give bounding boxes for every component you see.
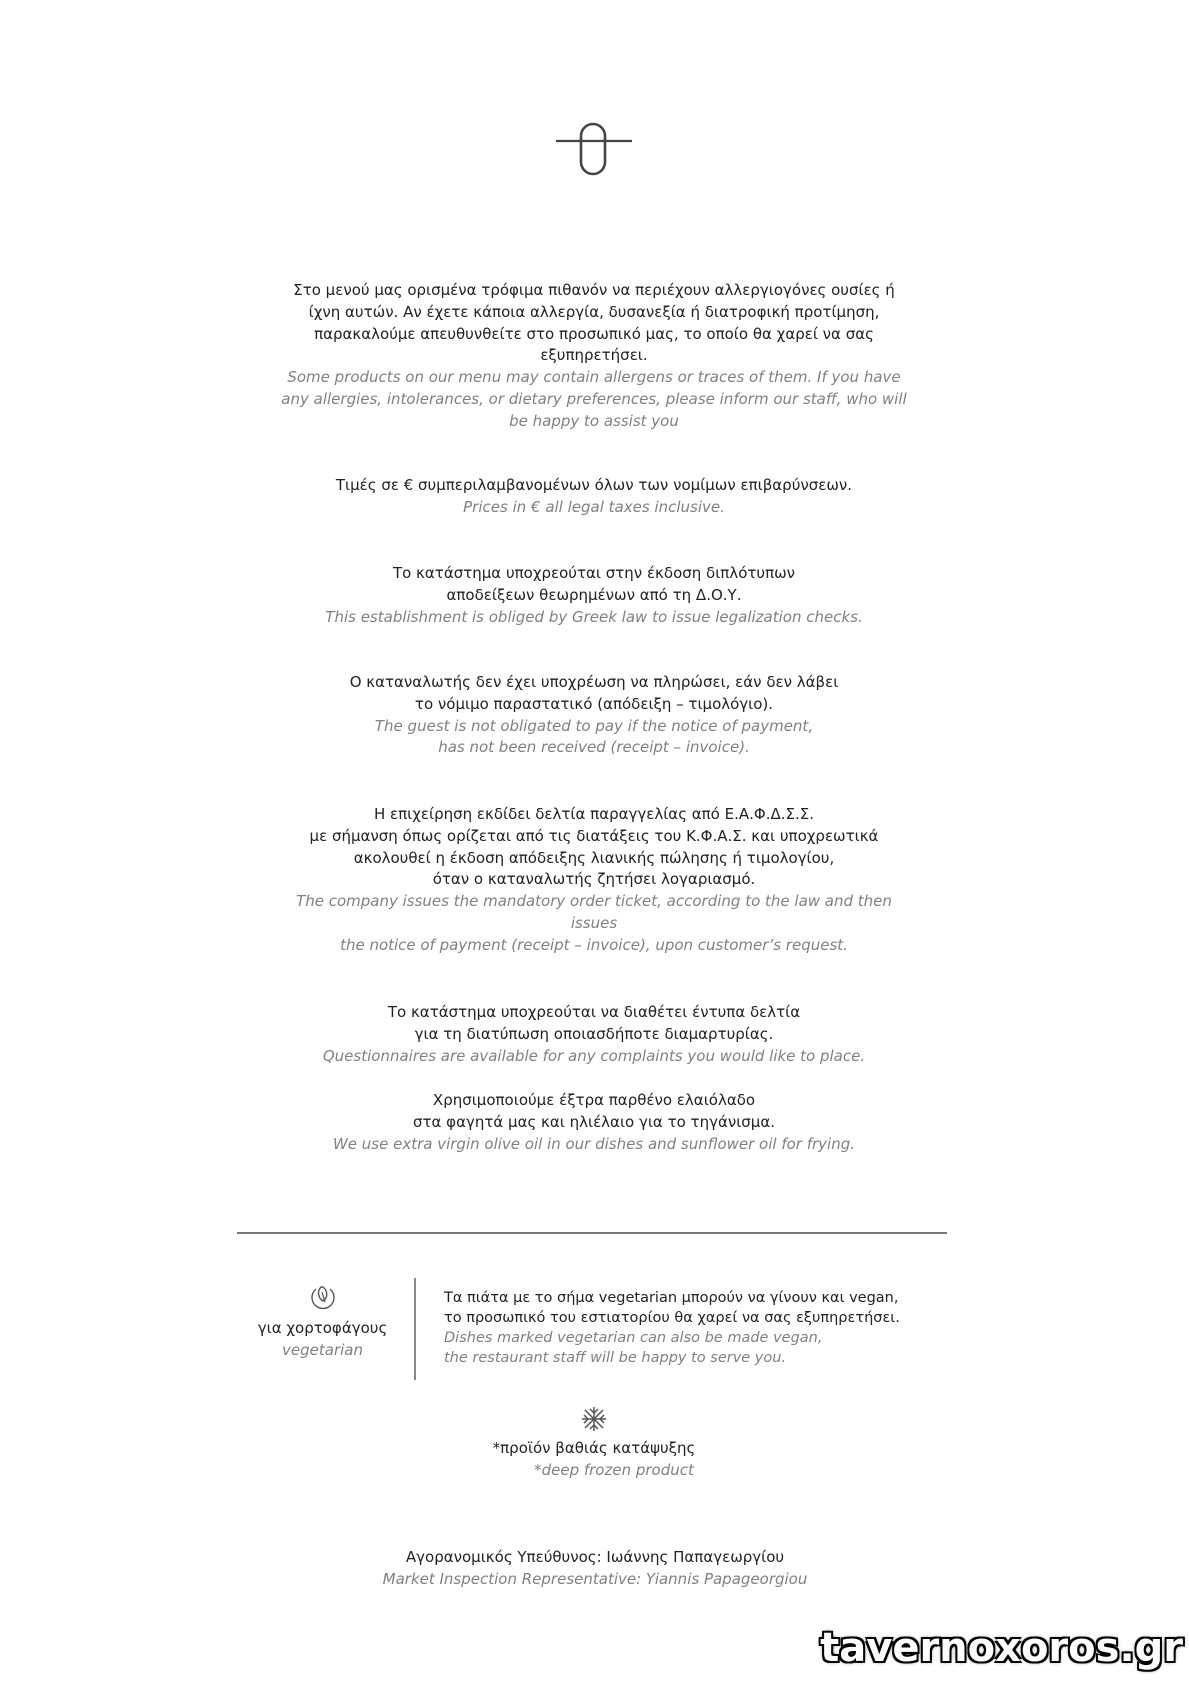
- vegetarian-description: [444, 1288, 944, 1368]
- order-ticket-english-line: The company issues the mandatory order ticket, according to the law and then issues: [296, 892, 892, 932]
- snowflake-icon: [580, 1405, 608, 1433]
- oil-notice-english: We use extra virgin olive oil in our dishes and sunflower oil for frying.: [332, 1134, 856, 1153]
- vegetarian-text-greek-line: το προσωπικό του εστιατορίου θα χαρεί να σας εξυπηρετήσει.: [444, 1310, 900, 1326]
- order-ticket-greek-line: Η επιχείρηση εκδίδει δελτία παραγγελίας από Ε.Α.Φ.Δ.Σ.Σ.: [373, 805, 814, 823]
- prices-notice: [234, 475, 954, 519]
- vegetarian-text-english-line: Dishes marked vegetarian can also be made vegan,: [444, 1330, 823, 1346]
- receipts-notice: [234, 563, 954, 628]
- vegetarian-text-english-line: the restaurant staff will be happy to serve you.: [444, 1350, 787, 1366]
- oil-notice-greek-line: Χρησιμοποιούμε έξτρα παρθένο ελαιόλαδο: [432, 1091, 756, 1109]
- vegetarian-text-greek-line: Τα πιάτα με το σήμα vegetarian μπορούν να γίνουν και vegan,: [444, 1290, 899, 1306]
- oil-notice: [234, 1090, 954, 1155]
- order-ticket-greek-line: όταν ο καταναλωτής ζητήσει λογαριασμό.: [432, 870, 756, 889]
- watermark: tavernoxoros.gr: [820, 1625, 1183, 1671]
- vegetarian-legend: [240, 1283, 405, 1361]
- frozen-label-english: *deep frozen product: [534, 1461, 694, 1479]
- allergen-notice: [234, 280, 954, 433]
- order-ticket-notice: [234, 804, 954, 957]
- receipts-notice-english: This establishment is obliged by Greek law to issue legalization checks.: [325, 607, 863, 626]
- complaints-notice: [234, 1002, 954, 1067]
- market-inspector: [300, 1546, 890, 1590]
- payment-notice-greek-line: το νόμιμο παραστατικό (απόδειξη – τιμολόγιο).: [414, 694, 774, 713]
- allergen-notice-greek: Στο μενού μας ορισμένα τρόφιμα πιθανόν να περιέχουν αλλεργιογόνες ουσίες ή ίχνη αυτών. Αν έχετε κάποια αλλεργία, δυσανεξία ή διατροφική προτίμηση, παρακαλούμε απευθυνθείτε στο προσωπικό μας, το οποίο θα χαρεί να σας εξυπηρετήσει.: [293, 281, 895, 365]
- order-ticket-greek-line: ακολουθεί η έκδοση απόδειξης λιανικής πώλησης ή τιμολογίου,: [353, 848, 835, 867]
- theta-logo-icon: [554, 122, 634, 176]
- receipts-notice-greek-line: Το κατάστημα υποχρεούται στην έκδοση διπλότυπων: [392, 564, 796, 582]
- complaints-notice-english: Questionnaires are available for any complaints you would like to place.: [322, 1046, 866, 1065]
- receipts-notice-greek-line: αποδείξεων θεωρημένων από τη Δ.Ο.Υ.: [446, 585, 742, 604]
- order-ticket-greek-line: με σήμανση όπως ορίζεται από τις διατάξεις του Κ.Φ.Α.Σ. και υποχρεωτικά: [309, 826, 879, 845]
- payment-notice-english-line: The guest is not obligated to pay if the notice of payment,: [374, 716, 814, 735]
- payment-notice-greek-line: Ο καταναλωτής δεν έχει υποχρέωση να πληρώσει, εάν δεν λάβει: [349, 673, 839, 691]
- prices-notice-english: Prices in € all legal taxes inclusive.: [463, 497, 725, 516]
- prices-notice-greek: Τιμές σε € συμπεριλαμβανομένων όλων των νομίμων επιβαρύνσεων.: [335, 476, 853, 494]
- order-ticket-english-line: the notice of payment (receipt – invoice), upon customer’s request.: [340, 935, 848, 954]
- oil-notice-greek-line: στα φαγητά μας και ηλιέλαιο για το τηγάνισμα.: [412, 1112, 776, 1131]
- section-divider: [237, 1232, 947, 1234]
- complaints-notice-greek-line: Το κατάστημα υποχρεούται να διαθέτει έντυπα δελτία: [387, 1003, 801, 1021]
- vegetarian-label-english: vegetarian: [282, 1341, 363, 1359]
- complaints-notice-greek-line: για τη διατύπωση οποιασδήποτε διαμαρτυρίας.: [414, 1024, 774, 1043]
- payment-notice: [234, 672, 954, 759]
- vertical-divider: [414, 1278, 416, 1380]
- frozen-label-greek: *προϊόν βαθιάς κατάψυξης: [492, 1439, 696, 1457]
- inspector-english: Market Inspection Representative: Yiannis Papageorgiou: [382, 1570, 808, 1588]
- inspector-greek: Αγορανομικός Υπεύθυνος: Ιωάννης Παπαγεωργίου: [405, 1548, 785, 1566]
- payment-notice-english-line: has not been received (receipt – invoice).: [438, 738, 750, 757]
- frozen-legend: [434, 1405, 754, 1481]
- vegetarian-label-greek: για χορτοφάγους: [257, 1319, 388, 1337]
- leaf-icon: [308, 1283, 338, 1313]
- allergen-notice-english: Some products on our menu may contain allergens or traces of them. If you have any allergies, intolerances, or dietary preferences, please inform our staff, who will be happy to assist you: [281, 368, 907, 430]
